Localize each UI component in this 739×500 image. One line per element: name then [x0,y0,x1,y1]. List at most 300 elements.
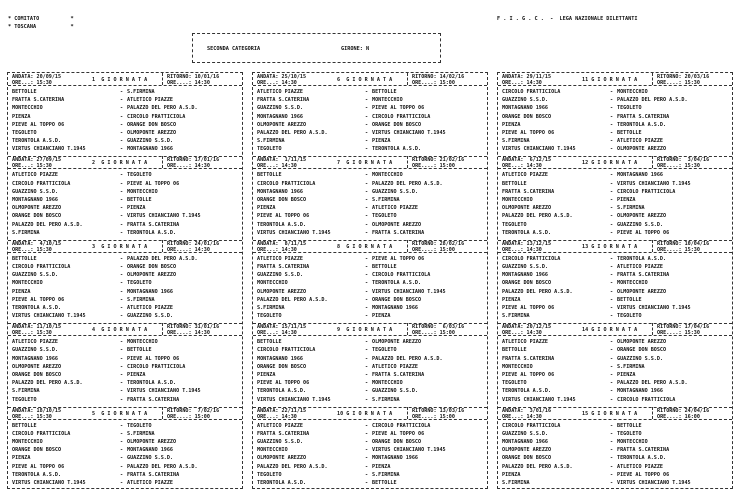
home-team: VIRTUS CHIANCIANO T.1945 [12,479,86,486]
header-separator [652,240,653,252]
home-team: TEGOLETO [257,471,282,478]
away-team: PIEVE AL TOPPO 06 [617,471,670,478]
match-row [502,356,728,363]
match-dash: - [610,363,614,370]
match-dash: - [120,304,124,311]
away-team: TERONTOLA A.S.D. [127,229,177,236]
match-dash: - [365,180,369,187]
match-dash: - [120,105,124,112]
match-dash: - [120,255,124,262]
match-dash: - [120,455,124,462]
match-dash: - [610,471,614,478]
match-row [502,431,728,438]
match-row [12,388,238,395]
header-separator [162,73,163,85]
match-row [257,272,483,279]
giornata-label: 7 G I O R N A T A [337,160,393,167]
away-team: CIRCOLO FRATTICIOLA [372,272,431,279]
ritorno-time: ORE....: 15:00 [412,413,455,420]
away-team: ATLETICO PIAZZE [617,463,664,470]
home-team: TERONTOLA A.S.D. [257,221,307,228]
home-team: ORANGE DON BOSCO [257,196,307,203]
match-dash: - [120,388,124,395]
match-dash: - [365,304,369,311]
away-team: ORANGE DON BOSCO [617,347,667,354]
match-dash: - [365,89,369,95]
round-header [8,240,242,253]
match-dash: - [365,263,369,270]
match-row [502,89,728,96]
home-team: FRATTA S.CATERINA [502,355,555,362]
match-dash: - [365,396,369,403]
match-dash: - [610,422,614,429]
away-team: TERONTOLA A.S.D. [372,280,422,287]
ritorno-time: ORE....: 16:00 [657,413,700,420]
away-team: FRATTA S.CATERINA [372,371,425,378]
home-team: GUAZZINO S.S.D. [257,105,304,112]
match-dash: - [120,471,124,478]
match-row [502,447,728,454]
match-dash: - [120,280,124,287]
home-team: GUAZZINO S.S.D. [12,188,59,195]
match-row [257,356,483,363]
header-separator [652,156,653,168]
home-team: CIRCOLO FRATTICIOLA [12,180,71,187]
home-team: PALAZZO DEL PERO A.S.D. [502,213,573,220]
away-team: S.FIRMINA [127,430,155,437]
away-team: FRATTA S.CATERINA [617,113,670,120]
girone-label: GIRONE: N [341,46,370,52]
giornata-label: 6 G I O R N A T A [337,77,393,83]
home-team: PIEVE AL TOPPO 06 [257,213,310,220]
ritorno-date: RITORNO: 14/02/16 [412,74,465,80]
match-row [257,213,483,220]
committee-line: * COMITATO * [8,16,74,22]
match-row [502,272,728,279]
away-team: S.FIRMINA [127,296,155,303]
match-dash: - [120,438,124,445]
home-team: PIEVE AL TOPPO 06 [257,380,310,387]
home-team: MONTECCHIO [502,196,533,203]
match-dash: - [120,89,124,95]
away-team: PIEVE AL TOPPO 06 [372,105,425,112]
match-dash: - [365,172,369,179]
giornata-label: 4 G I O R N A T A [92,327,148,334]
away-team: VIRTUS CHIANCIANO T.1945 [617,304,691,311]
home-team: PALAZZO DEL PERO A.S.D. [257,296,328,303]
round-block [498,156,732,239]
match-dash: - [365,188,369,195]
away-team: CIRCOLO FRATTICIOLA [372,422,431,429]
andata-date: ANDATA: 15/11/15 [257,324,307,331]
home-team: PIENZA [257,371,276,378]
away-team: S.FIRMINA [372,396,400,403]
away-team: OLMOPONTE AREZZO [617,288,667,295]
away-team: PIENZA [617,371,636,378]
match-dash: - [610,229,614,236]
home-team: PIEVE AL TOPPO 06 [12,463,65,470]
match-row [257,205,483,212]
match-dash: - [610,205,614,212]
match-dash: - [365,388,369,395]
home-team: TEGOLETO [12,396,37,403]
match-row [502,313,728,320]
fixtures-panel [497,72,733,489]
home-team: PIEVE AL TOPPO 06 [502,371,555,378]
match-dash: - [610,380,614,387]
andata-time: ORE...: 14:30 [257,163,297,170]
match-dash: - [365,371,369,378]
match-dash: - [120,180,124,187]
ritorno-date: RITORNO: 24/04/16 [657,407,710,414]
away-team: CIRCOLO FRATTICIOLA [372,113,431,120]
away-team: GUAZZINO S.S.D. [372,188,419,195]
match-dash: - [610,455,614,462]
match-row [502,305,728,312]
match-row [257,472,483,479]
round-block [253,156,487,239]
match-dash: - [610,146,614,153]
away-team: ORANGE DON BOSCO [372,438,422,445]
match-row [12,197,238,204]
home-team: PIENZA [12,288,31,295]
away-team: ATLETICO PIAZZE [127,479,174,486]
andata-time: ORE...: 15:30 [12,163,52,170]
match-row [257,189,483,196]
ritorno-time: ORE....: 14:30 [167,246,210,253]
home-team: ATLETICO PIAZZE [257,89,304,95]
match-dash: - [365,339,369,346]
match-row [502,289,728,296]
away-team: ORANGE DON BOSCO [372,296,422,303]
match-row [502,464,728,471]
match-row [502,480,728,487]
match-row [12,205,238,212]
round-header [498,73,732,86]
home-team: ATLETICO PIAZZE [12,339,59,346]
away-team: OLMOPONTE AREZZO [617,213,667,220]
ritorno-time: ORE....: 15:30 [657,80,700,86]
home-team: FRATTA S.CATERINA [12,97,65,104]
giornata-label: 2 G I O R N A T A [92,160,148,167]
home-team: S.FIRMINA [502,313,530,320]
home-team: S.FIRMINA [12,229,40,236]
match-row [12,297,238,304]
home-team: PALAZZO DEL PERO A.S.D. [257,130,328,136]
away-team: MONTECCHIO [372,172,403,179]
match-row [257,89,483,96]
match-dash: - [120,463,124,470]
home-team: OLMOPONTE AREZZO [257,288,307,295]
round-block [8,323,242,406]
away-team: BETTOLLE [617,422,642,429]
round-header [8,156,242,169]
fixtures-panel [252,72,488,489]
away-team: PALAZZO DEL PERO A.S.D. [617,97,688,104]
match-row [502,297,728,304]
match-dash: - [120,430,124,437]
home-team: MONTECCHIO [12,105,43,112]
away-team: ATLETICO PIAZZE [372,205,419,212]
home-team: BETTOLLE [12,255,37,262]
away-team: TEGOLETO [127,280,152,287]
match-dash: - [610,172,614,179]
match-dash: - [610,296,614,303]
away-team: CIRCOLO FRATTICIOLA [617,188,676,195]
header-separator [407,407,408,419]
giornata-label: 12 G I O R N A T A [582,160,638,167]
away-team: GUAZZINO S.S.D. [127,313,174,320]
away-team: CIRCOLO FRATTICIOLA [617,396,676,403]
match-row [502,105,728,112]
away-team: VIRTUS CHIANCIANO T.1945 [617,479,691,486]
match-dash: - [120,422,124,429]
match-row [12,256,238,263]
match-dash: - [610,196,614,203]
match-dash: - [610,479,614,486]
away-team: FRATTA S.CATERINA [127,471,180,478]
match-row [502,388,728,395]
match-dash: - [365,355,369,362]
ritorno-date: RITORNO: 13/03/16 [412,407,465,414]
match-row [502,472,728,479]
match-row [502,181,728,188]
away-team: GUAZZINO S.S.D. [617,355,664,362]
match-row [257,256,483,263]
match-row [257,280,483,287]
category-box [192,33,441,63]
home-team: TEGOLETO [502,221,527,228]
match-row [12,431,238,438]
match-dash: - [365,138,369,145]
match-dash: - [120,205,124,212]
round-header [498,156,732,169]
home-team: PIENZA [257,205,276,212]
andata-date: ANDATA: 3/01/16 [502,407,552,414]
home-team: MONTECCHIO [502,363,533,370]
home-team: CIRCOLO FRATTICIOLA [502,89,561,95]
match-dash: - [365,97,369,104]
round-header [8,407,242,420]
match-row [257,431,483,438]
match-row [502,222,728,229]
andata-date: ANDATA: 6/12/15 [502,157,552,164]
away-team: TERONTOLA A.S.D. [617,255,667,262]
away-team: VIRTUS CHIANCIANO T.1945 [372,130,446,136]
match-row [12,472,238,479]
match-row [12,264,238,271]
andata-time: ORE...: 14:30 [257,80,297,86]
region-line: * TOSCANA * [8,24,74,30]
match-dash: - [365,463,369,470]
andata-date: ANDATA: 29/11/15 [502,74,552,80]
andata-date: ANDATA: 8/11/15 [257,240,307,247]
ritorno-date: RITORNO: 17/04/16 [657,324,710,331]
match-dash: - [120,221,124,228]
home-team: CIRCOLO FRATTICIOLA [502,422,561,429]
andata-date: ANDATA: 22/11/15 [257,407,307,414]
away-team: PIENZA [372,313,391,320]
away-team: OLMOPONTE AREZZO [617,339,667,346]
away-team: OLMOPONTE AREZZO [127,438,177,445]
match-row [257,339,483,346]
match-dash: - [365,471,369,478]
away-team: OLMOPONTE AREZZO [372,339,422,346]
home-team: ATLETICO PIAZZE [502,339,549,346]
away-team: ORANGE DON BOSCO [127,263,177,270]
match-row [257,380,483,387]
match-row [502,455,728,462]
away-team: FRATTA S.CATERINA [617,447,670,454]
match-dash: - [365,213,369,220]
match-row [12,181,238,188]
away-team: TEGOLETO [127,172,152,179]
match-row [257,305,483,312]
match-dash: - [120,130,124,136]
match-dash: - [120,138,124,145]
giornata-label: 5 G I O R N A T A [92,410,148,417]
match-dash: - [365,438,369,445]
match-dash: - [120,172,124,179]
round-header [498,240,732,253]
home-team: FRATTA S.CATERINA [257,263,310,270]
match-row [502,146,728,153]
away-team: TEGOLETO [617,105,642,112]
match-row [257,313,483,320]
home-team: TERONTOLA A.S.D. [257,388,307,395]
header-separator [652,73,653,85]
header-separator [652,323,653,335]
match-dash: - [610,288,614,295]
match-dash: - [365,347,369,354]
match-row [12,347,238,354]
match-dash: - [365,479,369,486]
match-row [12,397,238,404]
home-team: ORANGE DON BOSCO [502,455,552,462]
match-dash: - [610,430,614,437]
match-dash: - [610,113,614,120]
match-row [12,464,238,471]
away-team: PALAZZO DEL PERO A.S.D. [372,355,443,362]
match-dash: - [610,213,614,220]
match-row [12,289,238,296]
match-dash: - [365,105,369,112]
match-dash: - [365,380,369,387]
match-row [12,364,238,371]
away-team: TERONTOLA A.S.D. [127,380,177,387]
match-row [502,264,728,271]
away-team: MONTECCHIO [617,438,648,445]
match-row [12,89,238,96]
match-row [502,130,728,137]
home-team: GUAZZINO S.S.D. [257,438,304,445]
federation-title: F . I . G . C . - LEGA NAZIONALE DILETTANTI [497,16,638,22]
match-row [12,105,238,112]
away-team: ORANGE DON BOSCO [127,121,177,128]
match-dash: - [120,188,124,195]
match-dash: - [120,288,124,295]
home-team: MONTECCHIO [257,280,288,287]
andata-date: ANDATA: 11/10/15 [12,324,62,331]
ritorno-time: ORE....: 15:00 [412,246,455,253]
giornata-label: 11 G I O R N A T A [582,77,638,83]
match-row [12,305,238,312]
match-row [12,380,238,387]
away-team: MONTECCHIO [617,280,648,287]
match-row [502,230,728,237]
away-team: BETTOLLE [617,296,642,303]
match-row [257,114,483,121]
away-team: FRATTA S.CATERINA [127,396,180,403]
ritorno-time: ORE....: 15:30 [657,246,700,253]
home-team: CIRCOLO FRATTICIOLA [257,180,316,187]
match-dash: - [365,288,369,295]
match-dash: - [365,430,369,437]
giornata-label: 9 G I O R N A T A [337,327,393,334]
round-block [253,323,487,406]
match-row [257,105,483,112]
round-header [253,156,487,169]
home-team: FRATTA S.CATERINA [257,430,310,437]
match-dash: - [610,347,614,354]
ritorno-time: ORE....: 14:30 [167,80,210,86]
away-team: ATLETICO PIAZZE [617,138,664,145]
ritorno-time: ORE....: 15:00 [412,330,455,337]
home-team: BETTOLLE [502,180,527,187]
match-row [12,122,238,129]
home-team: TEGOLETO [257,146,282,153]
home-team: TERONTOLA A.S.D. [502,388,552,395]
match-row [12,447,238,454]
match-row [502,380,728,387]
home-team: MONTAGNANO 1966 [12,196,59,203]
andata-time: ORE...: 14:30 [257,246,297,253]
round-block [498,323,732,406]
match-dash: - [120,380,124,387]
home-team: MONTAGNANO 1966 [502,272,549,279]
away-team: VIRTUS CHIANCIANO T.1945 [372,447,446,454]
away-team: OLMOPONTE AREZZO [617,146,667,153]
match-dash: - [610,221,614,228]
header-separator [407,323,408,335]
away-team: OLMOPONTE AREZZO [127,130,177,136]
away-team: PIEVE AL TOPPO 06 [617,229,670,236]
home-team: BETTOLLE [12,422,37,429]
match-dash: - [365,121,369,128]
ritorno-date: RITORNO: 6/03/16 [412,324,465,331]
away-team: ATLETICO PIAZZE [127,97,174,104]
match-dash: - [610,97,614,104]
home-team: S.FIRMINA [502,479,530,486]
match-dash: - [610,130,614,136]
andata-time: ORE...: 15:30 [12,330,52,337]
home-team: VIRTUS CHIANCIANO T.1945 [257,396,331,403]
match-dash: - [120,97,124,104]
away-team: TERONTOLA A.S.D. [617,455,667,462]
match-row [257,172,483,179]
match-row [12,280,238,287]
andata-time: ORE...: 14:30 [502,246,542,253]
home-team: GUAZZINO S.S.D. [12,272,59,279]
match-row [502,213,728,220]
giornata-label: 13 G I O R N A T A [582,243,638,250]
away-team: MONTAGNANO 1966 [372,455,419,462]
away-team: MONTECCHIO [617,89,648,95]
home-team: VIRTUS CHIANCIANO T.1945 [502,146,576,153]
home-team: GUAZZINO S.S.D. [257,272,304,279]
away-team: TERONTOLA A.S.D. [372,146,422,153]
giornata-label: 14 G I O R N A T A [582,327,638,334]
